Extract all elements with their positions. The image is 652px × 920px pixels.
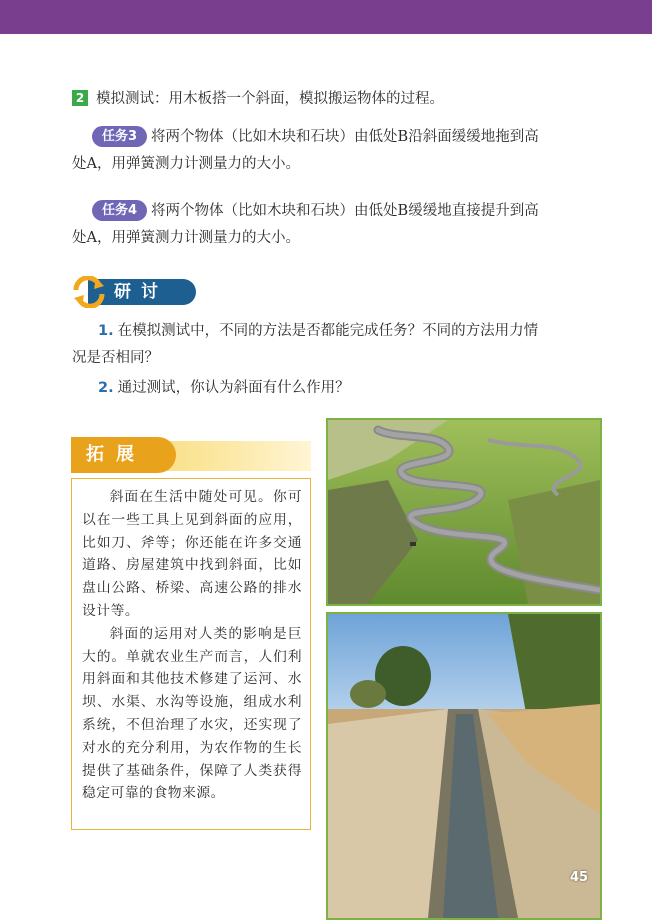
- extension-title: 拓展: [86, 444, 146, 465]
- question-text-line2: 况是否相同？: [72, 350, 159, 366]
- task-label: 任务4: [92, 200, 147, 221]
- task-label: 任务3: [92, 126, 147, 147]
- task-text-line1: 将两个物体（比如木块和石块）由低处B缓缓地直接提升到高: [151, 203, 539, 219]
- step-instruction: [72, 88, 444, 110]
- wavy-border-icon: [0, 0, 652, 34]
- task-text-line2: 处A，用弹簧测力计测量力的大小。: [72, 230, 300, 246]
- task-text-line1: 将两个物体（比如木块和石块）由低处B沿斜面缓缓地拖到高: [151, 129, 539, 145]
- extension-paragraph: 斜面在生活中随处可见。你可以在一些工具上见到斜面的应用，比如刀、斧等；你还能在许多交通道路、房屋建筑中找到斜面，比如盘山公路、桥梁、高速公路的排水设计等。: [82, 489, 302, 619]
- discussion-title: 研讨: [114, 282, 168, 302]
- question-1: [72, 318, 572, 372]
- question-2: [72, 375, 572, 402]
- mountain-road-image: [328, 420, 600, 604]
- discussion-header: [72, 276, 190, 308]
- question-text-line1: 在模拟测试中，不同的方法是否都能完成任务？不同的方法用力情: [117, 323, 539, 339]
- question-number: 1.: [98, 323, 114, 339]
- page-number: 45: [570, 870, 589, 885]
- task-text-line2: 处A，用弹簧测力计测量力的大小。: [72, 156, 300, 172]
- extension-text: [82, 486, 302, 805]
- top-decorative-band: [0, 0, 652, 34]
- question-number: 2.: [98, 380, 114, 396]
- extension-paragraph: 斜面的运用对人类的影响是巨大的。单就农业生产而言，人们利用斜面和其他技术修建了运河、水坝、水渠、水沟等设施，组成水利系统，不但治理了水灾，还实现了对水的充分利用，为农作物的生长提供了基础条件，保障了人类获得稳定可靠的食物来源。: [82, 625, 302, 802]
- task-4: [72, 198, 572, 252]
- irrigation-canal-photo: [326, 612, 602, 920]
- refresh-arrows-icon: [72, 276, 106, 308]
- task-3: [72, 124, 572, 178]
- step-number-badge: 2: [72, 90, 88, 106]
- step-text: 模拟测试：用木板搭一个斜面，模拟搬运物体的过程。: [96, 91, 444, 107]
- irrigation-canal-image: [328, 614, 600, 918]
- mountain-road-photo: [326, 418, 602, 606]
- question-text-line1: 通过测试，你认为斜面有什么作用？: [117, 380, 350, 396]
